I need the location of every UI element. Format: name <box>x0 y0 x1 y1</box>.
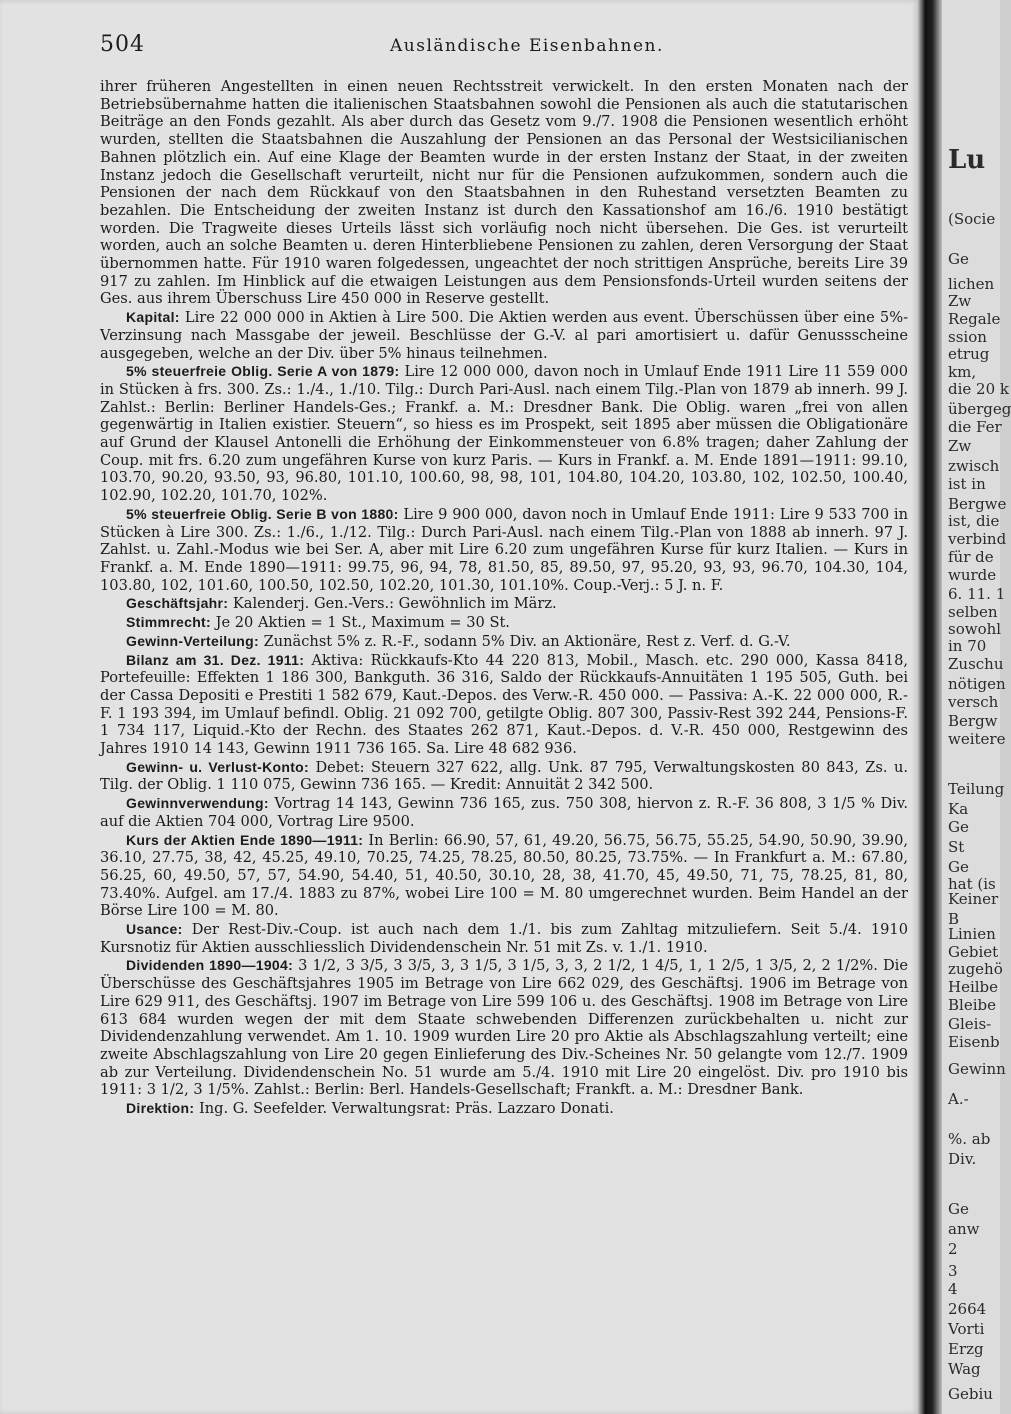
adjacent-page-fragment: hat (is <box>948 875 996 893</box>
adjacent-page-fragment: Regale <box>948 310 1001 328</box>
adjacent-page-fragment: Eisenb <box>948 1033 1000 1051</box>
section-key: Kapital: <box>126 309 180 326</box>
section-key: Dividenden 1890—1904: <box>126 957 294 974</box>
paragraph <box>100 652 908 758</box>
paragraph-text: Lire 9 900 000, davon noch in Umlauf Ende 1911: Lire 9 533 700 in Stücken à Lire 300. Zs.: 1./6., 1./12. Tilg.: Durch Pari-Ausl. nach einem Tilg.-Plan von 1888 ab innerh. 97 J. Zahlst. u. Zahl.-Modus wie bei Ser. A, aber mit Lire 6.20 zum ungefähren Kurse für kurz Italien. — Kurs in Frankf. a. M. Ende 1890—1911: 99.75, 96, 94, 78, 81.50, 85, 89.50, 97, 95.20, 93, 93, 96.70, 104.30, 104, 103.80, 102, 101.60, 100.50, 102.50, 102.20, 101.30, 101.10%. Coup.-Verj.: 5 J. n. F. <box>100 505 908 594</box>
adjacent-page-fragment: versch <box>948 693 999 711</box>
section-key: Gewinnverwendung: <box>126 795 269 812</box>
adjacent-page-fragment: zwisch <box>948 457 1000 475</box>
section-key: 5% steuerfreie Oblig. Serie B von 1880: <box>126 505 399 522</box>
adjacent-page-fragment: St <box>948 838 965 856</box>
book-gutter <box>918 0 942 1414</box>
section-key: Usance: <box>126 921 183 938</box>
adjacent-page-fragment: Div. <box>948 1150 977 1168</box>
paragraph <box>100 78 908 308</box>
paragraph <box>100 832 908 921</box>
adjacent-page-fragment: anw <box>948 1220 980 1238</box>
adjacent-page-fragment: Gleis- <box>948 1015 992 1033</box>
paragraph <box>100 921 908 956</box>
paragraph <box>100 363 908 505</box>
section-key: Geschäftsjahr: <box>126 595 229 612</box>
section-key: Gewinn- u. Verlust-Konto: <box>126 758 309 775</box>
page-header <box>100 32 900 62</box>
paragraph <box>100 795 908 830</box>
page-number: 504 <box>100 32 145 57</box>
adjacent-page-fragment: Zuschu <box>948 655 1004 673</box>
adjacent-page-fragment: die Fer <box>948 418 1002 436</box>
adjacent-page-fragment: Bergw <box>948 712 998 730</box>
paragraph <box>100 957 908 1099</box>
adjacent-page-fragment: in 70 <box>948 637 987 655</box>
adjacent-page-fragment: Ka <box>948 800 969 818</box>
paragraph-text: Debet: Steuern 327 622, allg. Unk. 87 795, Verwaltungskosten 80 843, Zs. u. Tilg. der Oblig. 1 110 075, Gewinn 736 165. — Kredit: Annuität 2 342 500. <box>100 758 908 794</box>
running-title: Ausländische Eisenbahnen. <box>390 36 664 56</box>
section-key: Direktion: <box>126 1100 195 1117</box>
adjacent-page-fragment: A.- <box>948 1090 969 1108</box>
adjacent-page-fragment: Zw <box>948 437 972 455</box>
adjacent-page-fragment: ssion <box>948 328 987 346</box>
adjacent-page-fragment: Keiner <box>948 890 999 908</box>
adjacent-page-fragment: Gewinn <box>948 1060 1006 1078</box>
adjacent-page-fragment: Bergwe <box>948 495 1007 513</box>
paragraph-text: Aktiva: Rückkaufs-Kto 44 220 813, Mobil., Masch. etc. 290 000, Kassa 8418, Portefeuille: Effekten 1 186 300, Bankguth. 36 316, Saldo der Rückkaufs-Annuitäten 1 195 505, Guth. bei der Cassa Depositi e Prestiti 1 582 679, Kaut.-Depos. des Verw.-R. 450 000. — Passiva: A.-K. 22 000 000, R.-F. 1 193 394, im Umlauf befindl. Oblig. 21 092 700, getilgte Oblig. 807 300, Passiv-Rest 392 244, Pensions-F. 1 734 117, Liquid.-Kto der Rechn. des Staates 262 871, Kaut.-Depos. d. V.-R. 450 000, Restgewinn des Jahres 1910 14 143, Gewinn 1911 736 165. Sa. Lire 48 682 936. <box>100 651 908 758</box>
paragraph-text: Kalenderj. Gen.-Vers.: Gewöhnlich im März. <box>232 595 557 613</box>
paragraph-text: Ing. G. Seefelder. Verwaltungsrat: Präs. Lazzaro Donati. <box>198 1100 614 1118</box>
adjacent-page-fragment: 4 <box>948 1280 958 1298</box>
adjacent-page-fragment: Heilbe <box>948 978 999 996</box>
adjacent-page-fragment: weitere <box>948 730 1006 748</box>
adjacent-page-fragment: Wag <box>948 1360 981 1378</box>
adjacent-page-fragment: nötigen <box>948 675 1006 693</box>
paragraph <box>100 633 908 651</box>
adjacent-page-fragment: ist in <box>948 475 986 493</box>
section-key: Kurs der Aktien Ende 1890—1911: <box>126 831 364 848</box>
adjacent-page-fragment: B <box>948 910 960 928</box>
adjacent-page-fragment: Teilung <box>948 780 1005 798</box>
adjacent-page-fragment: Gebiu <box>948 1385 993 1403</box>
adjacent-page-fragment: ist, die <box>948 512 1000 530</box>
adjacent-page-fragment: übergeg <box>948 400 1011 418</box>
adjacent-page-fragment: Vorti <box>948 1320 985 1338</box>
adjacent-page-fragment: etrug <box>948 345 990 363</box>
adjacent-page-fragment: zugehö <box>948 960 1003 978</box>
paragraph-text: Zunächst 5% z. R.-F., sodann 5% Div. an Aktionäre, Rest z. Verf. d. G.-V. <box>263 632 791 650</box>
adjacent-page-fragment: (Socie <box>948 210 996 228</box>
adjacent-page-fragment: Lu <box>948 145 986 175</box>
article-body <box>100 78 908 1118</box>
adjacent-page-fragment: Zw <box>948 292 972 310</box>
adjacent-page-fragment: Ge <box>948 250 969 268</box>
adjacent-page-fragment: sowohl <box>948 620 1002 638</box>
paragraph <box>100 759 908 794</box>
adjacent-page-fragment: die 20 k <box>948 380 1009 398</box>
paragraph-text: Der Rest-Div.-Coup. ist auch nach dem 1./1. bis zum Zahltag mitzuliefern. Seit 5./4. 1910 Kursnotiz für Aktien ausschliesslich Dividendenschein Nr. 51 mit Zs. v. 1./1. 1910. <box>100 921 908 956</box>
section-key: 5% steuerfreie Oblig. Serie A von 1879: <box>126 363 400 380</box>
adjacent-page-fragment: 2 <box>948 1240 958 1258</box>
adjacent-page-fragment: lichen <box>948 275 995 293</box>
adjacent-page-fragment: für de <box>948 548 994 566</box>
adjacent-page-fragment: 2664 <box>948 1300 987 1318</box>
adjacent-page-fragment: selben <box>948 603 998 621</box>
adjacent-page-fragment: Gebiet <box>948 943 999 961</box>
paragraph-text: Lire 12 000 000, davon noch in Umlauf Ende 1911 Lire 11 559 000 in Stücken à frs. 300. Zs.: 1./4., 1./10. Tilg.: Durch Pari-Ausl. nach einem Tilg.-Plan von 1879 ab innerh. 99 J. Zahlst.: Berlin: Berliner Handels-Ges.; Frankf. a. M.: Dresdner Bank. Die Oblig. waren „frei von allen gegenwärtig in Italien existier. Steuern“, so hiess es im Prospekt, seit 1895 aber müssen die Obligationäre auf Grund der Klausel Antonelli die Erhöhung der Einkommensteuer von 6.8% tragen; daher Zahlung der Coup. mit frs. 6.20 zum ungefähren Kurse von kurz Paris. — Kurs in Frankf. a. M. Ende 1891—1911: 99.10, 103.70, 90.20, 93.50, 93, 96.80, 101.10, 100.60, 98, 98, 101, 104.80, 104.20, 103.80, 102, 102.50, 100.40, 102.90, 102.20, 101.70, 102%. <box>100 363 908 505</box>
section-key: Stimmrecht: <box>126 614 211 631</box>
paragraph-text: Je 20 Aktien = 1 St., Maximum = 30 St. <box>215 614 510 632</box>
paragraph-text: Lire 22 000 000 in Aktien à Lire 500. Die Aktien werden aus event. Überschüssen über eine 5%-Verzinsung nach Massgabe der jeweil. Beschlüsse der G.-V. al pari amortisiert u. dafür Genussscheine ausgegeben, welche an der Div. über 5% hinaus teilnehmen. <box>100 309 909 362</box>
adjacent-page-fragment: 3 <box>948 1262 958 1280</box>
adjacent-page-edge <box>942 0 1011 1414</box>
paragraph-text: 3 1/2, 3 3/5, 3 3/5, 3, 3 1/5, 3 1/5, 3, 3, 2 1/2, 1 4/5, 1, 1 2/5, 1 3/5, 2, 2 1/2%. Die Überschüsse des Geschäftsjahres 1905 im Betrage von Lire 662 029, des Geschäftsj. 1906 im Betrage von Lire 629 911, des Geschäftsj. 1907 im Betrage von Lire 599 106 u. des Geschäftsj. 1908 im Betrage von Lire 613 684 wurden wegen der mit dem Staate schwebenden Differenzen zurückbehalten u. nicht zur Dividendenzahlung verwendet. Am 1. 10. 1909 wurden Lire 20 pro Aktie als Abschlagszahlung verteilt; eine zweite Abschlagszahlung von Lire 20 gegen Einlieferung des Div.-Scheines Nr. 50 gelangte vom 12./7. 1909 ab zur Verteilung. Dividendenschein No. 51 wurde am 5./4. 1910 mit Lire 20 eingelöst. Div. pro 1910 bis 1911: 3 1/2, 3 1/5%. Zahlst.: Berlin: Berl. Handels-Gesellschaft; Frankft. a. M.: Dresdner Bank. <box>100 957 908 1099</box>
adjacent-page-fragment: wurde <box>948 566 997 584</box>
adjacent-page-fragment: Linien <box>948 925 996 943</box>
paragraph-text: ihrer früheren Angestellten in einen neuen Rechtsstreit verwickelt. In den ersten Monaten nach der Betriebsübernahme hatten die italienischen Staatsbahnen sowohl die Pensionen als auch die statutarischen Beiträge an den Fonds gezahlt. Als aber durch das Gesetz vom 9./7. 1908 die Pensionen wesentlich erhöht wurden, stellten die Staatsbahnen die Auszahlung der Pensionen an das Personal der Westsicilianischen Bahnen plötzlich ein. Auf eine Klage der Beamten wurde in der ersten Instanz der Staat, in der zweiten Instanz jedoch die Gesellschaft verurteilt, nicht nur für die Pensionen aufzukommen, sondern auch die Pensionen der nach dem Rückkauf von den Staatsbahnen in den Ruhestand versetzten Beamten zu bezahlen. Die Entscheidung der zweiten Instanz ist durch den Kassationshof am 16./6. 1910 bestätigt worden. Die Tragweite dieses Urteils lässt sich vorläufig noch nicht übersehen. Die Ges. ist verurteilt worden, auch an solche Beamten u. deren Hinterbliebene Pensionen zu zahlen, deren Versorgung der Staat übernommen hatte. Für 1910 waren folgedessen, ungeachtet der noch strittigen Ansprüche, bereits Lire 39 917 zu zahlen. Im Hinblick auf die etwaigen Leistungen aus dem Pensionsfonds-Urteil wurden seitens der Ges. aus ihrem Überschuss Lire 450 000 in Reserve gestellt. <box>100 78 908 308</box>
adjacent-page-fragment: Ge <box>948 818 969 836</box>
paragraph <box>100 595 908 613</box>
paragraph <box>100 309 908 362</box>
paragraph-text: Vortrag 14 143, Gewinn 736 165, zus. 750 308, hiervon z. R.-F. 36 808, 3 1/5 % Div. auf die Aktien 704 000, Vortrag Lire 9500. <box>100 795 908 830</box>
adjacent-page-fragment: 6. 11. 1 <box>948 585 1006 603</box>
adjacent-page-fragment: km, <box>948 363 977 381</box>
adjacent-page-fragment: Ge <box>948 1200 969 1218</box>
section-key: Gewinn-Verteilung: <box>126 632 259 649</box>
paragraph <box>100 1100 908 1118</box>
paragraph <box>100 506 908 595</box>
adjacent-page-fragment: verbind <box>948 530 1007 548</box>
adjacent-page-fragment: %. ab <box>948 1130 991 1148</box>
paragraph <box>100 614 908 632</box>
adjacent-page-fragment: Ge <box>948 858 969 876</box>
adjacent-page-fragment: Erzg <box>948 1340 984 1358</box>
adjacent-page-fragment: Bleibe <box>948 996 996 1014</box>
paragraph-text: In Berlin: 66.90, 57, 61, 49.20, 56.75, 56.75, 55.25, 54.90, 50.90, 39.90, 36.10, 27.75, 38, 42, 45.25, 49.10, 70.25, 74.25, 78.25, 80.50, 80.25, 73.75%. — In Frankfurt a. M.: 67.80, 56.25, 60, 49.50, 57, 57, 54.90, 54.40, 51, 40.50, 30.10, 28, 38, 41.70, 45, 49.50, 71, 75, 78.25, 81, 80, 73.40%. Aufgel. am 17./4. 1883 zu 87%, wobei Lire 100 = M. 80 umgerechnet wurden. Beim Handel an der Börse Lire 100 = M. 80. <box>100 831 908 920</box>
section-key: Bilanz am 31. Dez. 1911: <box>126 651 305 668</box>
